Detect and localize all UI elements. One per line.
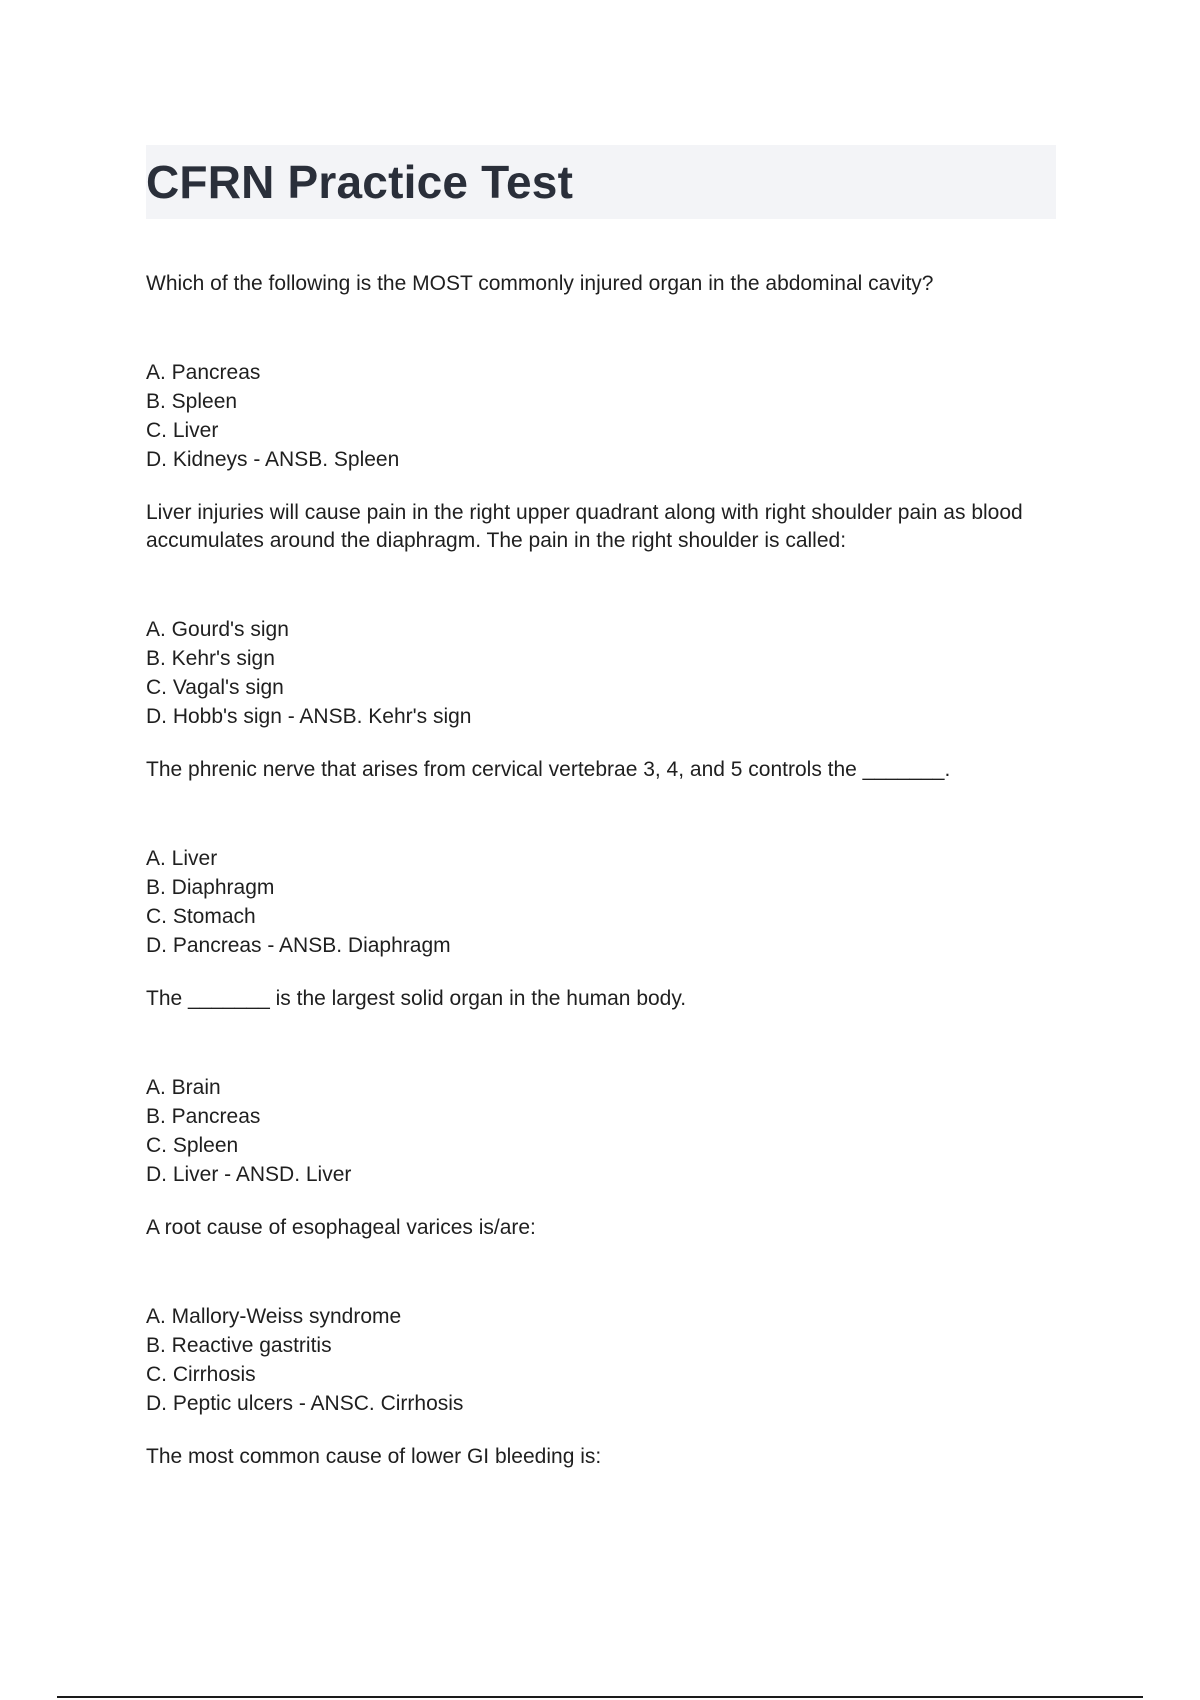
option-3c: C. Stomach [146,905,256,928]
question-block-1 [146,270,1046,474]
option-4c: C. Spleen [146,1134,239,1157]
option-4b: B. Pancreas [146,1105,261,1128]
option-4a: A. Brain [146,1076,221,1099]
options-list-1 [146,358,1046,474]
option-4d-answer: D. Liver - ANSD. Liver [146,1163,352,1186]
option-5a: A. Mallory-Weiss syndrome [146,1305,402,1328]
option-5c: C. Cirrhosis [146,1363,256,1386]
option-5b: B. Reactive gastritis [146,1334,332,1357]
question-block-2 [146,499,1046,731]
options-list-4 [146,1073,1046,1189]
options-list-3 [146,844,1046,960]
question-text-5: A root cause of esophageal varices is/are: [146,1216,536,1239]
option-5d-answer: D. Peptic ulcers - ANSC. Cirrhosis [146,1392,464,1415]
question-text-1: Which of the following is the MOST commonly injured organ in the abdominal cavity? [146,272,934,295]
option-1c: C. Liver [146,419,219,442]
option-1b: B. Spleen [146,390,238,413]
question-block-5 [146,1214,1046,1418]
page-bottom-rule [57,1696,1143,1698]
option-3a: A. Liver [146,847,218,870]
option-2c: C. Vagal's sign [146,676,284,699]
page-title: CFRN Practice Test [146,156,574,208]
question-block-4 [146,985,1046,1189]
option-2d-answer: D. Hobb's sign - ANSB. Kehr's sign [146,705,472,728]
question-block-3 [146,756,1046,960]
question-text-2: Liver injuries will cause pain in the right upper quadrant along with right shoulder pain as blood accumulates around the diaphragm. The pain in the right shoulder is called: [146,501,1023,552]
option-3d-answer: D. Pancreas - ANSB. Diaphragm [146,934,451,957]
options-list-5 [146,1302,1046,1418]
option-2b: B. Kehr's sign [146,647,275,670]
question-text-6: The most common cause of lower GI bleeding is: [146,1445,602,1468]
options-list-2 [146,615,1046,731]
question-text-4: The _______ is the largest solid organ in the human body. [146,987,687,1010]
option-3b: B. Diaphragm [146,876,275,899]
question-list [146,270,1046,1471]
option-1a: A. Pancreas [146,361,261,384]
question-block-6 [146,1443,1046,1471]
question-text-3: The phrenic nerve that arises from cervical vertebrae 3, 4, and 5 controls the _______. [146,758,951,781]
option-1d-answer: D. Kidneys - ANSB. Spleen [146,448,400,471]
title-banner [146,145,1056,219]
option-2a: A. Gourd's sign [146,618,289,641]
